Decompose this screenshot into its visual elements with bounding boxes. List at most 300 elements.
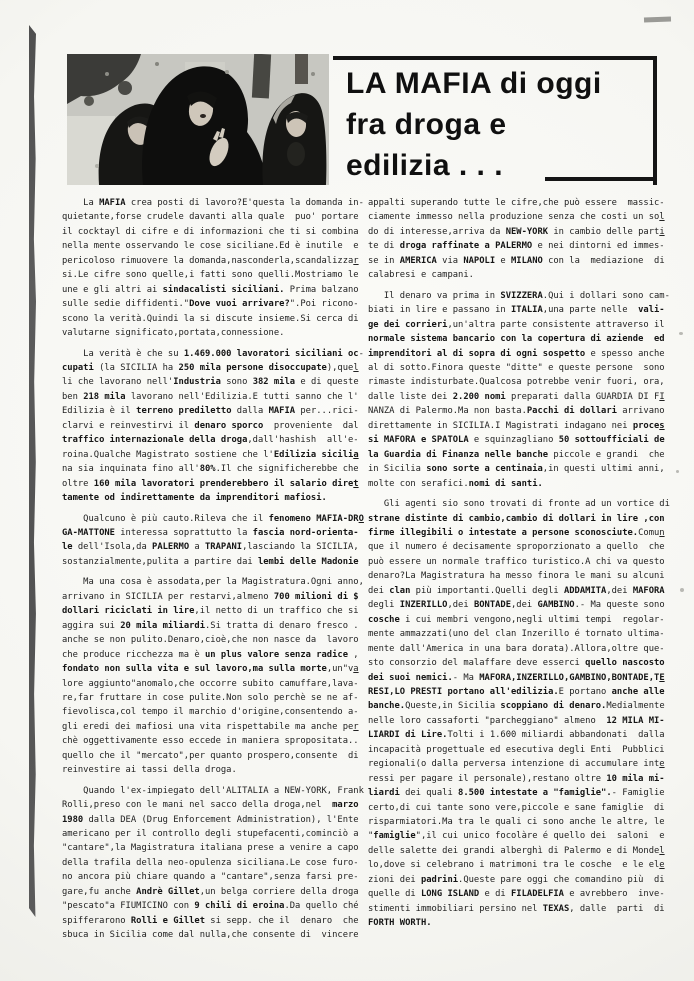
bold-text-run: cupati [62,362,94,373]
article-line [62,268,364,282]
text-run: arrivano in SICILIA per restarvi,almeno [62,591,274,602]
bold-text-run: O [358,513,364,524]
article-line [368,598,670,612]
text-run: Tolti i 1.600 miliardi abbandonati dalla [447,730,665,741]
article-line [368,318,670,332]
bold-text-run: famiglie [373,831,416,842]
bold-text-run: FILADELFIA [511,889,564,900]
article-line [368,815,670,829]
mourning-women-photo [67,54,329,185]
text-run: oltre [62,478,94,489]
text-run: anche se non pulito.Denaro,cioè,che non nasce da lavoro [62,635,359,646]
article-line [62,462,364,476]
article-line [368,239,670,253]
article-line [62,734,364,748]
text-run: .Da quello ché [284,901,359,912]
text-run: americano per il controllo degli stupefacenti,cominciò a [62,829,359,840]
article-line [368,728,670,742]
text-run: in Sicilia [368,464,427,475]
bold-text-run: 2.200 nomi [452,391,506,402]
scan-speck [680,588,684,592]
text-run: dalla [231,406,269,417]
text-run: ,un'altra parte consistente attraverso il [447,319,665,330]
article-line [62,784,364,798]
bold-text-run: anche alle [611,686,665,697]
bold-text-run: strane distinte di cambio,cambio di dollari in lire ,con [368,513,665,524]
text-run: risparmiatori.Ma tra le quali ci sono anche le altre, le [368,817,665,828]
bold-text-run: fenomeno MAFIA-DR [268,513,359,524]
text-run: Medialmente [606,701,665,712]
text-run: Qualcuno è più cauto.Rileva che il [62,513,269,524]
text-run: ,dei [447,600,474,611]
text-run: appalti superando tutte le cifre,che può essere massic- [368,198,665,208]
bold-text-run: E [659,672,665,683]
article-line [62,914,364,928]
text-run: sbuca in Sicilia come dal nulla,che consente di vincere [62,930,359,941]
text-run: scono la verità.Quindi la si discute insieme.Si cerca di [62,313,359,324]
text-run: Ma una cosa è assodata,per la Magistratura.Ogni anno, [62,577,364,588]
bold-text-run: a [353,449,359,460]
text-run: al di sotto.Finora queste "ditte" e queste persone sono [368,362,665,373]
bold-text-run: scoppiano di denaro. [500,701,607,712]
text-run: na sia inquinata fino all' [62,464,200,475]
text-run: interessa soprattutto la [114,527,253,538]
article-line [368,569,670,583]
article-paragraph [368,497,670,931]
bold-text-run: marzo [332,800,359,811]
article-line [368,916,670,930]
text-run: rimaste indisturbate.Qualcosa potrebbe venir fuori, ora, [368,377,665,388]
bold-text-run: proce [632,420,660,431]
article-line [368,801,670,815]
text-run: quietante,forse crudele davanti alla quale puo' portare [62,212,359,223]
bold-text-run: MAFORA,INZERILLO,GAMBINO,BONTADE,T [479,672,660,683]
scan-corner-mark [644,17,671,23]
article-line [62,813,364,827]
bold-text-run: ITALIA [511,305,543,316]
article-headline [346,63,646,186]
text-run: .Si tratta di denaro fresco . [205,620,359,631]
bold-text-run: 50 sottoufficiali de [558,435,665,446]
bold-text-run: s [659,420,665,431]
bold-text-run: 1.469.000 lavoratori siciliani oc [183,348,359,359]
bold-text-run: denaro sporco [194,420,264,431]
article-line [62,648,364,662]
text-run: E portano [558,686,612,697]
text-run: roina.Qualche Magistrato sostiene che l' [62,449,274,460]
bold-text-run: NEW-YORK [505,226,549,237]
text-run: dalla DEA (Drug Enforcement Administration), l'Ente [83,814,359,825]
text-run: pericoloso rimuovere la domanda,nasconderla,scandalizza [62,255,354,266]
text-run: e avrebbero inve- [563,889,665,900]
text-run: e squinzagliano [468,435,559,446]
text-run: lore aggiunto"anomalo,che occorre subito camuffare,lava- [62,678,359,689]
text-run: degli [368,600,400,611]
article-line [368,844,670,858]
article-line [62,763,364,777]
text-run: quello che il "mercato",per quanto prospero,consente di [62,750,359,761]
article-line [62,604,364,618]
article-line [368,902,670,916]
article-line [62,326,364,340]
article-line [368,361,670,375]
text-run: ),que [326,362,354,373]
bold-text-run: FORTH WORTH. [368,918,432,929]
text-run: Gli agenti sio sono trovati di fronte ad un vortice di [368,499,670,510]
text-run: ".Poi ricono- [289,299,359,310]
article-line [62,749,364,763]
bold-text-run: 10 mila mi- [606,773,665,784]
text-run: ",il cui unico focolàre é quello dei saloni e [415,831,665,842]
article-paragraph [62,347,364,506]
text-run: e nei dintorni ed immes- [532,241,665,252]
article-paragraph [62,575,364,777]
text-run: può essere un normale traffico turistico.A chi va questo [368,556,665,567]
article-line [62,633,364,647]
text-run: Edilizia è il [62,406,137,417]
text-run: a [189,542,206,553]
text-run: dell'Isola,da [72,542,153,553]
text-run: ciamente immesso nella produzione senza che costi un so [368,212,660,223]
text-run: l [353,362,359,373]
text-run: Prima balzano [284,284,359,295]
article-line [368,289,670,303]
text-run: per...rici- [295,406,359,417]
text-run: quelle di [368,889,421,900]
bold-text-run: sono sorte a centinaia [426,464,543,475]
text-run: dalle liste dei [368,391,453,402]
article-line [62,312,364,326]
text-run: , [348,649,359,660]
text-run: lavorano nell'Edilizia.E tutti sanno che l' [125,391,359,402]
mourning-women-illustration [67,54,329,185]
bold-text-run: t [353,478,359,489]
article-line [368,642,670,656]
text-run: nella mente osservando le cose siciliane.Ed è inutile e [62,241,359,252]
article-line [368,685,670,699]
text-run: a [353,664,359,675]
text-run: que il numero é decisamente sproporzionato a quello che [368,542,665,553]
article-line [62,720,364,734]
article-line [368,757,670,771]
text-run: - Ma [452,672,480,683]
bold-text-run: sindacalisti siciliani. [162,284,285,295]
text-run: " [368,831,374,842]
text-run: certo,di cui tante sono vere,piccole e sane famiglie di [368,802,665,813]
text-run: nelle loro cassaforti "parcheggiano" almeno [368,715,607,726]
article-line [62,361,364,375]
article-column-left [62,196,364,943]
article-line [368,196,670,210]
article-line [62,856,364,870]
text-run: ,lasciando la SICILIA, [242,542,359,553]
bold-text-run: GA-MATTONE [62,527,115,538]
text-run: mente dall'America in una bara dorata).Allora,oltre que- [368,643,665,654]
bold-text-run: 218 mila [83,391,126,402]
text-run: sostanzialmente,pulita a partire dai [62,556,258,567]
article-line [62,590,364,604]
text-run: e [659,860,665,871]
bold-text-run: NAPOLI [463,255,496,266]
article-line [62,841,364,855]
bold-text-run: 12 MILA MI- [606,715,665,726]
article-line [62,477,364,491]
text-run: se in [368,255,400,266]
text-run: lo,dove si celebrano i matrimoni tra le cosche e le el [368,860,660,871]
article-line [368,419,670,433]
bold-text-run: GAMBINO [537,600,575,611]
bold-text-run: padrini [420,874,459,885]
bold-text-run: Industria [173,377,221,388]
text-run: mente ammazzati(uno del clan Inzerillo é tornato ultima- [368,629,665,640]
bold-text-run: si MAFORA e SPATOLA [368,435,469,446]
bold-text-run: MAFIA [99,198,126,208]
bold-text-run: 80% [199,464,216,475]
bold-text-run: banche. [368,701,406,712]
text-run: chè oggettivamente esso eccede in maniera spropositata.. [62,736,359,747]
bold-text-run: ge dei corrieri [368,319,448,330]
text-run: sulle sedie diffidenti." [62,299,190,310]
text-run: preparati dalla GUARDIA DI F [505,391,660,402]
text-run: si sepp. che il denaro che [205,915,359,926]
article-line [368,347,670,361]
text-run: arrivano [616,406,665,417]
text-run: n [659,527,665,538]
text-run: Il denaro va prima in [368,290,501,301]
bold-text-run: fascia nord-orienta- [252,527,359,538]
text-run: gare,fu anche [62,886,137,897]
bold-text-run: normale sistema bancario con la copertura di aziende ed [368,334,665,345]
article-line [62,555,364,569]
article-line [368,433,670,447]
article-line [62,526,364,540]
bold-text-run: 8.500 intestate a "famiglie". [458,788,612,799]
text-run: "pescato"a FIUMICINO con [62,901,195,912]
text-run: NANZA di Palermo.Ma non basta. [368,406,527,417]
text-run: .Il che significherebbe che [215,464,359,475]
text-run: direttamente in SICILIA.I Magistrati indagano nei [368,420,633,431]
headline-line-3: edilizia . . . [346,149,504,182]
bold-text-run: liardi [368,788,400,799]
text-run: via [436,255,464,266]
text-run: dei [368,585,390,596]
article-line [368,448,670,462]
article-line [368,829,670,843]
article-paragraph [368,289,670,491]
text-run: denaro?La Magistratura ha messo finora le mani su alcuni [368,571,665,582]
text-run: l [659,212,665,223]
article-line [62,239,364,253]
bold-text-run: imprenditori al di sopra di ogni sospetto [368,348,586,359]
article-line [62,575,364,589]
bold-text-run: tamente od indirettamente da imprenditori mafiosi. [62,493,327,504]
text-run: ,in questi ultimi anni, [542,464,665,475]
text-run: crea posti di lavoro?E'questa la domanda in- [125,198,364,208]
article-line [62,254,364,268]
bold-text-run: 1980 [62,814,84,825]
bold-text-run: le [62,542,73,553]
bold-text-run: LIARDI di Lire. [368,730,448,741]
text-run: te di [368,241,400,252]
scan-speck [679,332,683,335]
text-run: ,dei [606,585,633,596]
text-run: ,dall'hashish all'e- [247,435,359,446]
article-line [368,375,670,389]
article-line [62,196,364,210]
article-line [62,928,364,942]
bold-text-run: Edilizia sicili [273,449,354,460]
bold-text-run: dei suoi nemici. [368,672,453,683]
bold-text-run: droga raffinate a PALERMO [399,241,533,252]
text-run: spifferarono [62,915,131,926]
text-run: ,un belga corriere della droga [199,886,359,897]
bold-text-run: Pacchi di dollari [526,406,617,417]
article-line [368,887,670,901]
text-run: stimenti immobiliari persino nel [368,903,543,914]
article-line [368,613,670,627]
text-run: ressi per pagare il personale),restano oltre [368,773,607,784]
text-run: il cocktayl di cifre e di informazioni che ti si combina [62,226,359,237]
text-run: proveniente dal [263,420,359,431]
article-line [368,390,670,404]
text-run: re,far fruttare in cose pulite.Non solo perchè se ne af- [62,692,359,703]
text-run: zioni dei [368,874,421,885]
article-line [62,297,364,311]
text-run: e spesso anche [585,348,665,359]
text-run: La verità è che su [62,348,184,359]
bold-text-run: MILANO [511,255,543,266]
text-run: .Queste pare oggi che comandino più di [458,874,665,885]
text-run: ,un"v [326,664,354,675]
bold-text-run: dollari riciclati in lire [62,606,195,617]
text-run: delle salette dei grandi alberghì di Palermo e di Monde [368,845,660,856]
article-line [368,772,670,786]
text-run: li che lavorano nell' [62,377,174,388]
bold-text-run: MAFIA [268,406,296,417]
article-line [368,627,670,641]
article-line [62,827,364,841]
bold-text-run: fondato non sulla vita e sul lavoro,ma sulla morte [62,664,327,675]
bold-text-run: 20 mila miliardi [120,620,206,631]
text-run: no ancora più chiare quando a "cantare",senza farsi pre- [62,872,359,883]
scan-edge-bar [29,25,36,917]
article-paragraph [62,512,364,570]
article-line [368,873,670,887]
article-line [368,743,670,757]
bold-text-run: Andrè Gillet [136,886,200,897]
text-run: clarvi e reinvestirvi il [62,420,195,431]
text-run: calabresi e campani. [368,270,474,281]
text-run: gli eredi dei mafiosi una vita rispettabile ma anche pe [62,721,354,732]
text-run: (la SICILIA ha [93,362,179,373]
article-line [62,899,364,913]
bold-text-run: 250 mila persone disoccupate [178,362,327,373]
article-line [368,303,670,317]
article-line [368,526,670,540]
article-line [368,477,670,491]
text-run: i cui membri vengono,negli ultimi tempi regolar- [399,614,665,625]
article-line [62,662,364,676]
article-line [62,491,364,505]
text-run: e [659,759,665,770]
text-run: Quando l'ex-impiegato dell'ALITALIA a NEW-YORK, Frank [62,785,364,796]
text-run: ,il netto di un traffico che si [194,606,359,617]
text-run: sono [220,377,253,388]
scan-speck [676,470,679,473]
bold-text-run: 700 milioni di $ [273,591,359,602]
bold-text-run: 382 mila [252,377,296,388]
text-run: sto consorzio del malaffare deve esserci [368,658,586,669]
text-run: i [659,226,665,237]
bold-text-run: 160 mila lavoratori prenderebbero il salario dire [93,478,354,489]
bold-text-run: 9 chili di eroina [194,901,285,912]
bold-text-run: TEXAS [542,903,570,914]
bold-text-run: AMERICA [399,255,437,266]
bold-text-run: BONTADE [473,600,512,611]
text-run: Queste,in Sicilia [405,701,501,712]
article-line [62,677,364,691]
article-line [368,555,670,569]
article-line [368,584,670,598]
text-run: .- Ma queste sono [574,600,665,611]
text-run: do di interesse,arriva da [368,226,506,237]
article-line [62,375,364,389]
article-line [368,332,670,346]
article-line [368,254,670,268]
article-line [368,699,670,713]
text-run: Comu [638,527,660,538]
text-run: e [495,255,512,266]
text-run: - [358,348,364,359]
article-line [62,347,364,361]
article-line [368,858,670,872]
text-run: Rolli,preso con le mani nel sacco della droga,nel [62,800,333,811]
text-run: si.Le cifre sono quelle,i fatti sono quelli.Mostriamo le [62,270,359,281]
article-line [62,390,364,404]
article-line [62,210,364,224]
text-run: molte con serafici. [368,478,469,489]
bold-text-run: Dove vuoi arrivare? [189,299,290,310]
article-line [368,714,670,728]
text-run: r [353,721,359,732]
text-run: aggira sui [62,620,121,631]
text-run: e di queste [295,377,359,388]
text-run: La [62,198,100,208]
text-run: - Famiglie [611,788,665,799]
article-line [368,462,670,476]
bold-text-run: quello nascosto [585,658,665,669]
bold-text-run: terreno prediletto [136,406,232,417]
article-line [62,705,364,719]
text-run: piccole e grandi che [548,449,665,460]
text-run: e di [479,889,512,900]
bold-text-run: TRAPANI [205,542,243,553]
article-line [62,885,364,899]
article-line [368,671,670,685]
bold-text-run: clan [389,585,411,596]
bold-text-run: LONG ISLAND [420,889,480,900]
text-run: ,una parte nelle [542,305,639,316]
article-line [62,433,364,447]
bold-text-run: la Guardia di Finanza nelle banche [368,449,549,460]
text-run: incapacità progettuale ed esecutiva degli Enti Pubblici [368,744,665,755]
bold-text-run: lembi delle Madonie [257,556,359,567]
article-line [368,540,670,554]
article-paragraph [62,784,364,943]
text-run: r [353,255,359,266]
article-paragraph [62,196,364,341]
text-run: ,dei [511,600,538,611]
